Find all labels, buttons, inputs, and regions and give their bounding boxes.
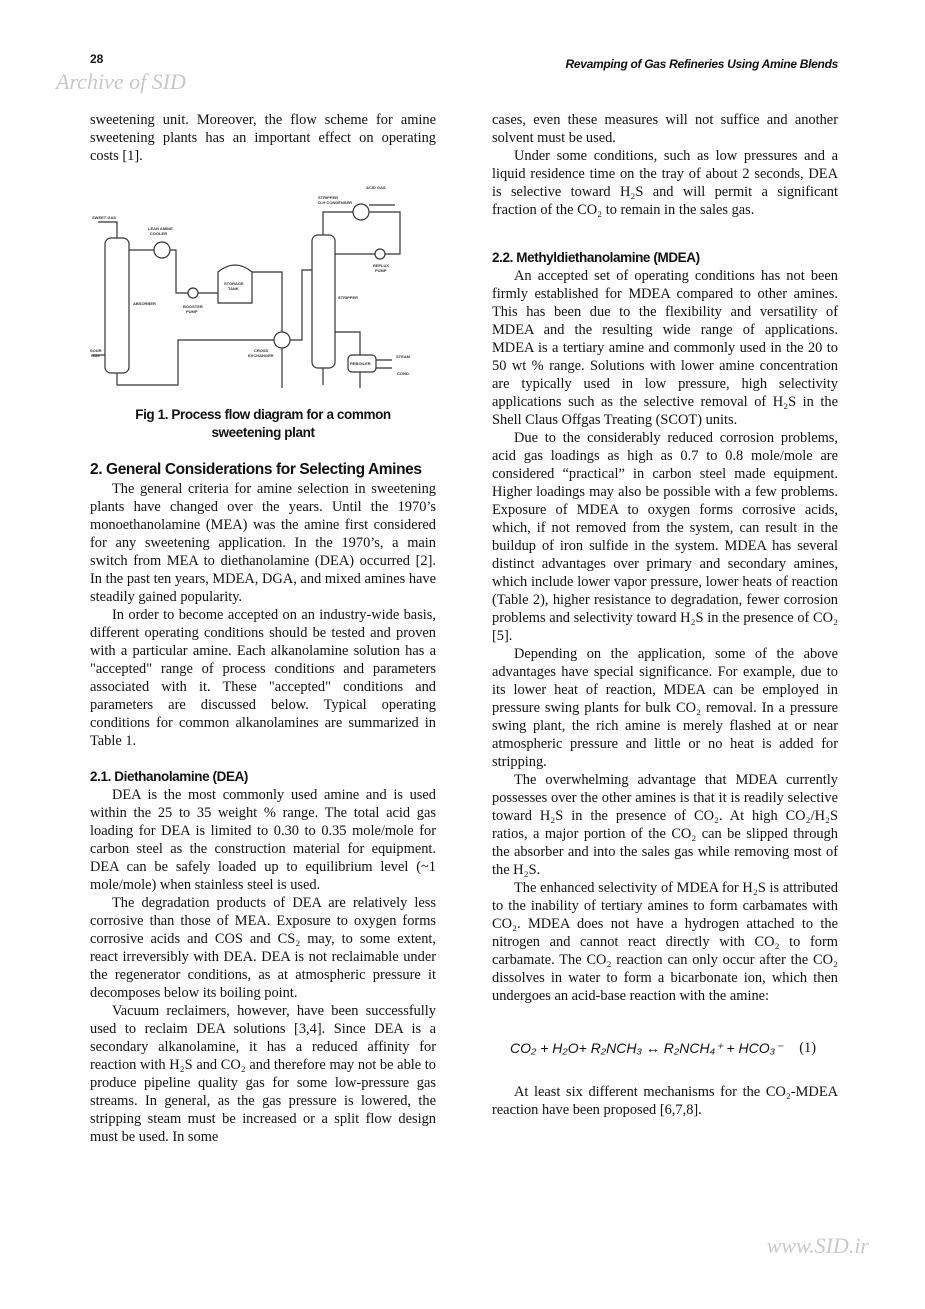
paragraph: The enhanced selectivity of MDEA for H₂S is attributed to the inability of tertiary amines to form carbamates with CO₂. MDEA does not have a hydrogen attached to the nitrogen and cannot react directly with CO₂ to form carbamate. The CO₂ reaction can only occur after the CO₂ dissolves in water to form a bicarbonate ion, which then undergoes an acid-base reaction with the amine: [492,880,838,1004]
label-cross-2: EXCHANGER [248,353,274,358]
label-lean-amine-1: LEAN AMINE [148,226,173,231]
process-flow-diagram [88,178,434,388]
paragraph: The degradation products of DEA are relatively less corrosive than those of MEA. Exposure to oxygen forms corrosive acids and COS and CS₂ may, to some extent, react irreversibly with DEA. DEA is not reclaimable under the regenerator conditions, as at atmospheric pressure it decomposes below its boiling point. [90,895,436,1001]
paragraph: At least six different mechanisms for the CO₂-MDEA reaction have been proposed [6,7,8]. [492,1084,838,1118]
label-acid-gas: ACID GAS [366,185,386,190]
label-cond: COND. [397,371,410,376]
caption-line: Fig 1. Process flow diagram for a common [135,407,391,422]
running-title: Revamping of Gas Refineries Using Amine Blends [565,57,838,71]
label-cross-1: CROSS [254,348,269,353]
label-sour-2: GAS [91,353,100,358]
watermark-footer: www.SID.ir [766,1233,869,1258]
label-sour-1: SOUR [90,348,102,353]
caption-line: sweetening plant [211,425,315,440]
paragraph: An accepted set of operating conditions has not been firmly established for MDEA compared to other amines. This has been due to the flexibility and versatility of MDEA and the resulting wide range of applications. MDEA is a tertiary amine and commonly used in the 20 to 50 wt % range. Solutions with lower amine concentration are typically used in low pressure, high selectivity applications such as the selective removal of H₂S in the Shell Claus Offgas Treating (SCOT) units. [492,268,838,428]
right-column [492,111,838,1119]
paragraph: DEA is the most commonly used amine and is used within the 25 to 35 weight % range. The total acid gas loading for DEA is limited to 0.30 to 0.35 mole/mole for carbon steel as the construction material for equipment. DEA can be safely loaded up to equilibrium level (~1 mole/mole) when stainless steel is used. [90,787,436,893]
subsection-heading: 2.1. Diethanolamine (DEA) [90,769,249,784]
booster-pump [188,288,198,298]
label-reflux-2: PUMP [375,268,387,273]
label-absorber: ABSORBER [133,301,156,306]
equation-number: (1) [799,1040,816,1056]
label-condenser-1: STRIPPER [318,195,339,200]
page-number: 28 [90,52,104,66]
label-reflux-1: REFLUX [373,263,389,268]
figure-caption [90,406,436,442]
label-steam: STEAM [396,354,410,359]
paragraph: In order to become accepted on an industry-wide basis, different operating conditions should be tested and proven with a particular amine. Each alkanolamine solution has a "accepted" range of process conditions and parameters associated with it. These "accepted" conditions and parameters are discussed below. Typical operating conditions for common alkanolamines are summarized in Table 1. [90,607,436,749]
lean-amine-cooler [154,242,170,258]
absorber-column [105,238,129,373]
paragraph: The overwhelming advantage that MDEA currently possesses over the other amines is that it is readily selective toward H₂S in the presence of CO₂. At high CO₂/H₂S ratios, a major portion of the CO₂ can be slipped through the absorber and into the sales gas while removing most of the H₂S. [492,772,838,878]
label-sweet-gas: SWEET GAS [92,215,117,220]
reflux-pump [375,249,385,259]
subsection-heading: 2.2. Methyldiethanolamine (MDEA) [492,250,700,265]
paragraph: Under some conditions, such as low pressures and a liquid residence time on the tray of about 2 seconds, DEA is selective toward H₂S and will permit a significant fraction of the CO₂ to remain in the sales gas. [492,148,838,218]
stripper-column [312,235,335,368]
left-column [90,111,436,165]
label-booster-1: BOOSTER [183,304,203,309]
section-heading: 2. General Considerations for Selecting Amines [90,461,422,478]
paragraph: The general criteria for amine selection in sweetening plants have changed over the years. Until the 1970’s monoethanolamine (MEA) was the amine first considered for any sweetening application. In the 1970’s, a main switch from MEA to diethanolamine (DEA) occurred [2]. In the past ten years, MDEA, DGA, and mixed amines have steadily gained popularity. [90,481,436,605]
paragraph: Depending on the application, some of the above advantages have special significance. For example, due to its lower heat of reaction, MDEA can be employed in pressure swing plants for bulk CO₂ removal. In a pressure swing plant, the rich amine is merely flashed at or near atmospheric pressure and little or no heat is added for stripping. [492,646,838,770]
cross-exchanger [274,332,290,348]
equation-row [510,1039,816,1057]
paragraph: sweetening unit. Moreover, the flow scheme for amine sweetening plants has an important effect on operating costs [1]. [90,112,436,164]
left-column-body [90,460,436,1146]
equation: CO₂ + H₂O+ R₂NCH₃ ↔ R₂NCH₄⁺ + HCO₃⁻ [510,1040,783,1056]
label-stripper: STRIPPER [338,295,359,300]
label-reboiler: REBOILER [350,361,371,366]
label-lean-amine-2: COOLER [150,231,168,236]
paragraph: Vacuum reclaimers, however, have been successfully used to reclaim DEA solutions [3,4]. Since DEA is a secondary alkanolamine, it has a reduced affinity for reaction with H₂S and CO₂ and therefore may not be able to produce pipeline quality gas for some low-pressure gas streams. In general, as the gas pressure is lowered, the stripping steam must be increased or a split flow design must be used. In some [90,1003,436,1145]
watermark-archive: Archive of SID [56,69,186,94]
label-storage-2: TANK [228,286,239,291]
label-condenser-2: O-H CONDENSER [318,200,353,205]
condenser [353,204,369,220]
paragraph: cases, even these measures will not suffice and another solvent must be used. [492,112,838,146]
label-booster-2: PUMP [186,309,198,314]
paragraph: Due to the considerably reduced corrosion problems, acid gas loadings as high as 0.7 to 0.8 mole/mole are considered “practical” in carbon steel made equipment. Higher loadings may also be possible with a few problems. Exposure of MDEA to oxygen forms corrosive acids, which, if not removed from the system, can result in the buildup of iron sulfide in the system. MDEA has several distinct advantages over primary and secondary amines, which include lower vapor pressure, lower heats of reaction (Table 2), higher resistance to degradation, fewer corrosion problems and selectivity toward H₂S in the presence of CO₂ [5]. [492,430,838,644]
label-storage-1: STORAGE [224,281,244,286]
